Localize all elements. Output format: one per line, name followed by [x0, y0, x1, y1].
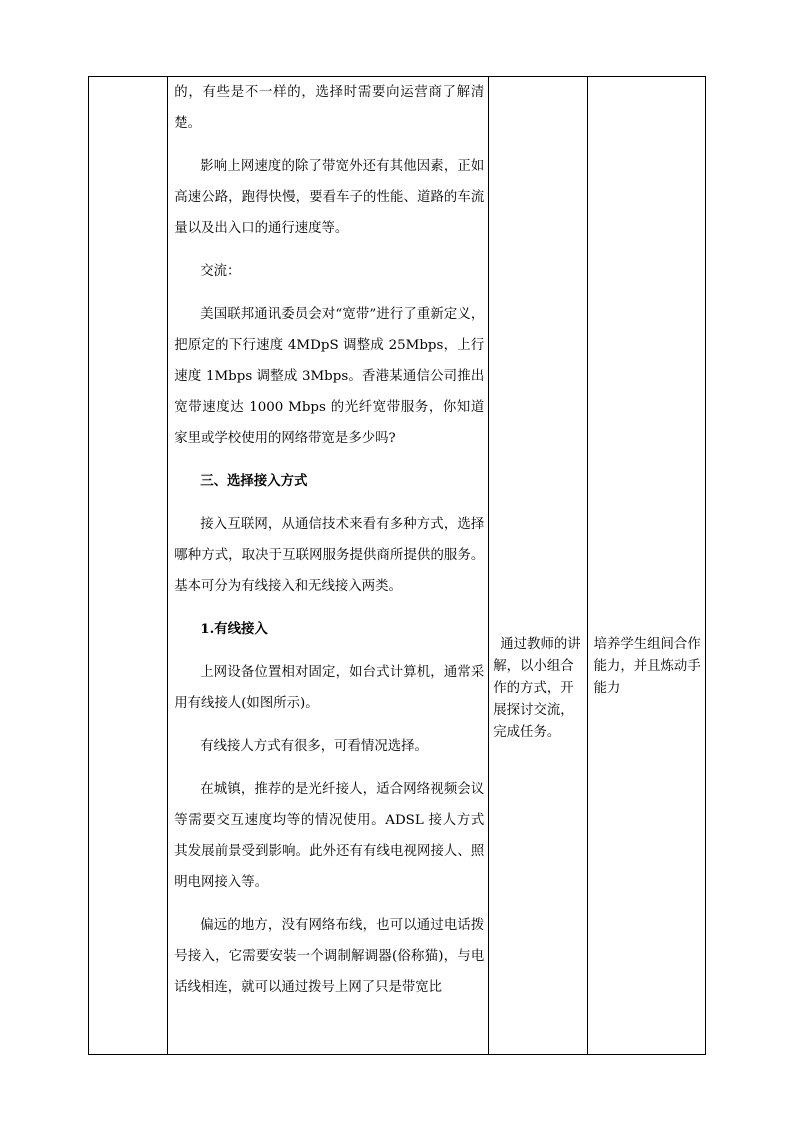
content-paragraph: 有线接人方式有很多，可看情况选择。	[200, 739, 428, 754]
content-paragraph: 上网设备位置相对固定，如台式计算机，通常采用有线接人(如图所示)。	[174, 665, 485, 711]
section-heading: 三、选择接入方式	[200, 473, 308, 489]
lesson-plan-table	[88, 76, 706, 1055]
content-cell	[168, 77, 489, 1055]
design-intent-text: 培养学生组间合作能力，并且炼动手能力	[593, 637, 701, 696]
empty-cell	[89, 77, 168, 1055]
content-paragraph: 美国联邦通讯委员会对“宽带”进行了重新定义，把原定的下行速度 4MDpS 调整成 25Mbps，上行速度 1Mbps 调整成 3Mbps。香港某通信公司推出宽带速度达 1000 Mbps 的光纤宽带服务，你知道家里或学校使用的网络带宽是多少吗?	[174, 307, 485, 446]
content-paragraph: 在城镇，推荐的是光纤接人，适合网络视频会议等需要交互速度均等的情况使用。ADSL 接人方式其发展前景受到影响。此外还有有线电视网接人、照明电网接入等。	[174, 782, 485, 890]
teacher-activity-cell	[489, 77, 587, 1055]
subsection-heading: 1.有线接入	[200, 621, 268, 637]
content-paragraph: 影响上网速度的除了带宽外还有其他因素，正如高速公路，跑得快慢，要看车子的性能、道路的车流量以及出入口的通行速度等。	[174, 159, 485, 236]
teacher-activity-text: 通过教师的讲解，以小组合作的方式，开展探讨交流，完成任务。	[493, 637, 581, 740]
design-intent-cell	[587, 77, 705, 1055]
content-paragraph: 接入互联网，从通信技术来看有多种方式，选择哪种方式，取决于互联网服务提供商所提供的服务。基本可分为有线接入和无线接入两类。	[174, 517, 485, 594]
content-paragraph: 的，有些是不一样的，选择时需要向运营商了解清楚。	[174, 85, 485, 131]
content-paragraph: 交流：	[200, 264, 241, 279]
content-paragraph: 偏远的地方，没有网络布线，也可以通过电话拨号接入，它需要安装一个调制解调器(俗称猫)，与电话线相连，就可以通过拨号上网了只是带宽比	[174, 918, 485, 995]
table-row	[89, 77, 706, 1055]
